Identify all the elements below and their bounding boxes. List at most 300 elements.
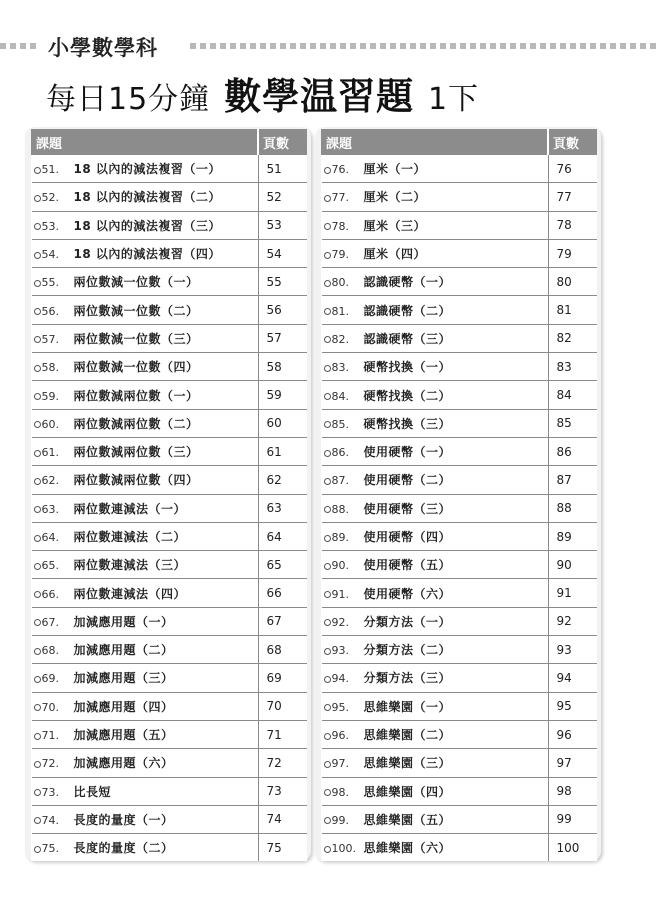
table-row xyxy=(322,494,597,522)
lesson-topic: 硬幣找換（三） xyxy=(363,416,452,431)
page-number: 93 xyxy=(548,636,597,664)
lesson-topic: 思維樂園（五） xyxy=(363,812,452,827)
column-header-page: 頁數 xyxy=(548,130,597,155)
contents-body-left xyxy=(32,155,307,862)
lesson-number-text: 61. xyxy=(41,446,59,460)
lesson-topic: 加減應用題（四） xyxy=(73,699,174,714)
topic-cell xyxy=(32,834,259,862)
dot xyxy=(590,43,596,49)
circle-bullet-icon xyxy=(34,393,41,400)
lesson-number xyxy=(34,276,74,289)
lesson-number xyxy=(34,361,74,374)
lesson-topic: 硬幣找換（二） xyxy=(363,388,452,403)
topic-cell xyxy=(322,805,549,833)
dot xyxy=(260,43,266,49)
lesson-topic: 厘米（三） xyxy=(363,218,427,233)
column-header-page: 頁數 xyxy=(258,130,307,155)
table-row xyxy=(322,579,597,607)
dot xyxy=(270,43,276,49)
topic-cell xyxy=(32,324,259,352)
lesson-number xyxy=(324,361,364,374)
lesson-number-text: 95. xyxy=(331,700,349,714)
table-row xyxy=(322,834,597,862)
lesson-number xyxy=(34,842,74,855)
lesson-number-text: 80. xyxy=(331,276,349,290)
lesson-number-text: 55. xyxy=(41,276,59,290)
dot xyxy=(580,43,586,49)
dot xyxy=(630,43,636,49)
lesson-topic: 加減應用題（一） xyxy=(73,614,174,629)
topic-cell xyxy=(32,268,259,296)
page-number: 75 xyxy=(258,834,307,862)
topic-cell xyxy=(32,579,259,607)
topic-cell xyxy=(32,636,259,664)
lesson-number xyxy=(34,163,74,176)
lesson-number xyxy=(34,786,74,799)
lesson-number xyxy=(324,333,364,346)
table-row xyxy=(32,664,307,692)
topic-cell xyxy=(322,494,549,522)
table-row xyxy=(32,494,307,522)
table-row xyxy=(32,296,307,324)
lesson-number-text: 66. xyxy=(41,587,59,601)
lesson-number-text: 59. xyxy=(41,389,59,403)
page-number: 72 xyxy=(258,749,307,777)
dot xyxy=(510,43,516,49)
circle-bullet-icon xyxy=(324,704,331,711)
table-row xyxy=(322,437,597,465)
circle-bullet-icon xyxy=(324,195,331,202)
dot xyxy=(280,43,286,49)
circle-bullet-icon xyxy=(34,535,41,542)
lesson-number-text: 51. xyxy=(41,163,59,177)
topic-cell xyxy=(32,409,259,437)
lesson-number xyxy=(34,503,74,516)
circle-bullet-icon xyxy=(34,252,41,259)
lesson-topic: 兩位數減一位數（三） xyxy=(73,331,199,346)
lesson-number-text: 87. xyxy=(331,474,349,488)
topic-cell xyxy=(322,834,549,862)
title-suffix: 1下 xyxy=(427,82,480,117)
page-number: 78 xyxy=(548,211,597,239)
circle-bullet-icon xyxy=(324,563,331,570)
circle-bullet-icon xyxy=(324,336,331,343)
circle-bullet-icon xyxy=(324,761,331,768)
topic-cell xyxy=(32,551,259,579)
table-row xyxy=(32,636,307,664)
page-number: 85 xyxy=(548,409,597,437)
circle-bullet-icon xyxy=(324,478,331,485)
lesson-number xyxy=(324,531,364,544)
circle-bullet-icon xyxy=(324,648,331,655)
table-row xyxy=(32,551,307,579)
lesson-number xyxy=(34,220,74,233)
lesson-number-text: 98. xyxy=(331,785,349,799)
topic-cell xyxy=(32,494,259,522)
lesson-number-text: 58. xyxy=(41,361,59,375)
lesson-number-text: 97. xyxy=(331,757,349,771)
page-number: 88 xyxy=(548,494,597,522)
page-number: 52 xyxy=(258,183,307,211)
table-row xyxy=(32,381,307,409)
page-number: 83 xyxy=(548,353,597,381)
dot xyxy=(290,43,296,49)
page-number: 81 xyxy=(548,296,597,324)
table-row xyxy=(322,466,597,494)
table-row xyxy=(322,296,597,324)
table-row xyxy=(32,183,307,211)
lesson-topic: 使用硬幣（四） xyxy=(363,530,452,544)
table-row xyxy=(32,805,307,833)
table-row xyxy=(322,409,597,437)
circle-bullet-icon xyxy=(34,478,41,485)
table-row xyxy=(322,664,597,692)
lesson-topic: 硬幣找換（一） xyxy=(363,360,452,375)
circle-bullet-icon xyxy=(324,223,331,230)
lesson-number-text: 79. xyxy=(331,248,349,262)
lesson-number xyxy=(324,390,364,403)
page-number: 91 xyxy=(548,579,597,607)
lesson-number xyxy=(34,757,74,770)
lesson-topic: 長度的量度（一） xyxy=(73,812,174,827)
page-number: 64 xyxy=(258,522,307,550)
page-number: 92 xyxy=(548,607,597,635)
table-row xyxy=(32,607,307,635)
page-number: 84 xyxy=(548,381,597,409)
topic-cell xyxy=(32,353,259,381)
contents-table-right xyxy=(321,129,597,861)
title-main: 數學温習題 xyxy=(224,75,415,118)
table-row xyxy=(32,579,307,607)
lesson-topic: 兩位數減兩位數（二） xyxy=(73,416,199,431)
topic-cell xyxy=(322,636,549,664)
lesson-number xyxy=(34,531,74,544)
circle-bullet-icon xyxy=(34,336,41,343)
dot xyxy=(570,43,576,49)
contents-table-left xyxy=(31,129,307,861)
lesson-topic: 兩位數減兩位數（四） xyxy=(73,473,199,488)
dot xyxy=(540,43,546,49)
dot xyxy=(320,43,326,49)
table-row xyxy=(32,777,307,805)
circle-bullet-icon xyxy=(34,450,41,457)
table-row xyxy=(322,268,597,296)
dot xyxy=(550,43,556,49)
lesson-number xyxy=(34,191,74,204)
page-number: 100 xyxy=(548,834,597,862)
circle-bullet-icon xyxy=(324,535,331,542)
page-number: 95 xyxy=(548,692,597,720)
dot xyxy=(310,43,316,49)
lesson-number xyxy=(324,220,364,233)
topic-cell xyxy=(32,692,259,720)
lesson-number-text: 62. xyxy=(41,474,59,488)
dot xyxy=(350,43,356,49)
circle-bullet-icon xyxy=(324,817,331,824)
circle-bullet-icon xyxy=(324,167,331,174)
topic-cell xyxy=(32,381,259,409)
lesson-number-text: 53. xyxy=(41,219,59,233)
lesson-number-text: 74. xyxy=(41,813,59,827)
table-row xyxy=(322,692,597,720)
topic-cell xyxy=(32,664,259,692)
lesson-number-text: 76. xyxy=(331,163,349,177)
lesson-number xyxy=(324,191,364,204)
table-row xyxy=(322,777,597,805)
lesson-topic: 使用硬幣（一） xyxy=(363,445,452,460)
lesson-topic: 兩位數減兩位數（三） xyxy=(73,445,199,460)
topic-cell xyxy=(32,607,259,635)
table-row xyxy=(32,437,307,465)
lesson-topic: 兩位數減一位數（四） xyxy=(73,360,199,375)
circle-bullet-icon xyxy=(34,761,41,768)
circle-bullet-icon xyxy=(324,789,331,796)
lesson-number xyxy=(324,842,364,855)
lesson-number-text: 69. xyxy=(41,672,59,686)
circle-bullet-icon xyxy=(324,733,331,740)
dot xyxy=(300,43,306,49)
circle-bullet-icon xyxy=(324,252,331,259)
dot xyxy=(230,43,236,49)
topic-cell xyxy=(322,522,549,550)
topic-cell xyxy=(32,296,259,324)
table-row xyxy=(322,353,597,381)
page-number: 56 xyxy=(258,296,307,324)
topic-cell xyxy=(322,664,549,692)
lesson-number-text: 70. xyxy=(41,700,59,714)
page-number: 82 xyxy=(548,324,597,352)
lesson-number xyxy=(324,757,364,770)
page-number: 98 xyxy=(548,777,597,805)
lesson-number xyxy=(34,616,74,629)
table-row xyxy=(322,551,597,579)
lesson-number-text: 64. xyxy=(41,531,59,544)
page-number: 53 xyxy=(258,211,307,239)
topic-cell xyxy=(322,211,549,239)
topic-cell xyxy=(322,551,549,579)
circle-bullet-icon xyxy=(324,393,331,400)
page-number: 70 xyxy=(258,692,307,720)
circle-bullet-icon xyxy=(34,648,41,655)
circle-bullet-icon xyxy=(34,167,41,174)
lesson-topic: 比長短 xyxy=(73,784,112,799)
lesson-topic: 認識硬幣（三） xyxy=(363,331,452,346)
contents-panel-left xyxy=(25,127,311,861)
lesson-number xyxy=(324,588,364,601)
circle-bullet-icon xyxy=(34,591,41,598)
page-number: 62 xyxy=(258,466,307,494)
dot xyxy=(470,43,476,49)
table-row xyxy=(322,720,597,748)
book-title xyxy=(46,66,479,120)
circle-bullet-icon xyxy=(34,223,41,230)
topic-cell xyxy=(322,324,549,352)
circle-bullet-icon xyxy=(34,789,41,796)
table-row xyxy=(32,409,307,437)
page-number: 77 xyxy=(548,183,597,211)
page-number: 76 xyxy=(548,155,597,183)
dot xyxy=(360,43,366,49)
dotted-rule-right xyxy=(190,43,660,49)
page-number: 94 xyxy=(548,664,597,692)
lesson-number-text: 84. xyxy=(331,389,349,403)
lesson-number-text: 75. xyxy=(41,842,59,856)
dot xyxy=(440,43,446,49)
lesson-number xyxy=(34,446,74,459)
lesson-topic: 兩位數連減法（一） xyxy=(73,501,187,516)
table-row xyxy=(32,749,307,777)
topic-cell xyxy=(32,720,259,748)
lesson-number-text: 56. xyxy=(41,304,59,318)
lesson-number xyxy=(34,588,74,601)
dot xyxy=(400,43,406,49)
lesson-number-text: 57. xyxy=(41,332,59,346)
column-header-topic: 課題 xyxy=(32,130,259,155)
lesson-topic: 兩位數連減法（四） xyxy=(73,586,187,601)
page-number: 63 xyxy=(258,494,307,522)
table-row xyxy=(32,692,307,720)
circle-bullet-icon xyxy=(34,308,41,315)
page-number: 65 xyxy=(258,551,307,579)
lesson-topic: 兩位數減兩位數（一） xyxy=(73,388,199,403)
lesson-number xyxy=(324,248,364,261)
page-number: 80 xyxy=(548,268,597,296)
dot xyxy=(210,43,216,49)
table-header-row xyxy=(322,130,597,155)
table-row xyxy=(322,324,597,352)
lesson-number xyxy=(34,701,74,714)
lesson-number xyxy=(34,644,74,657)
circle-bullet-icon xyxy=(34,704,41,711)
lesson-topic: 認識硬幣（二） xyxy=(363,303,452,318)
dot xyxy=(530,43,536,49)
table-row xyxy=(322,805,597,833)
topic-cell xyxy=(322,353,549,381)
lesson-number-text: 54. xyxy=(41,248,59,262)
page-header xyxy=(0,0,660,120)
lesson-number-text: 94. xyxy=(331,672,349,686)
lesson-number-text: 90. xyxy=(331,559,349,573)
page-number: 59 xyxy=(258,381,307,409)
lesson-number xyxy=(34,672,74,685)
dot xyxy=(200,43,206,49)
circle-bullet-icon xyxy=(34,506,41,513)
dot xyxy=(600,43,606,49)
lesson-number-text: 78. xyxy=(331,219,349,233)
page-number: 99 xyxy=(548,805,597,833)
table-row xyxy=(322,211,597,239)
lesson-number xyxy=(324,616,364,629)
lesson-number-text: 68. xyxy=(41,644,59,658)
lesson-number-text: 81. xyxy=(331,304,349,318)
lesson-number-text: 83. xyxy=(331,361,349,375)
topic-cell xyxy=(32,437,259,465)
table-row xyxy=(322,607,597,635)
lesson-topic: 使用硬幣（六） xyxy=(363,586,452,601)
topic-cell xyxy=(322,155,549,183)
page-number: 67 xyxy=(258,607,307,635)
lesson-number-text: 63. xyxy=(41,502,59,516)
page-number: 90 xyxy=(548,551,597,579)
dot xyxy=(650,43,656,49)
table-row xyxy=(322,749,597,777)
lesson-number xyxy=(34,559,74,572)
lesson-number xyxy=(324,701,364,714)
series-subtitle: 小學數學科 xyxy=(48,36,158,60)
topic-cell xyxy=(322,692,549,720)
circle-bullet-icon xyxy=(34,817,41,824)
circle-bullet-icon xyxy=(34,421,41,428)
page-number: 86 xyxy=(548,437,597,465)
topic-cell xyxy=(322,720,549,748)
lesson-topic: 18 以內的減法複習（一） xyxy=(73,162,221,177)
topic-cell xyxy=(322,749,549,777)
lesson-topic: 使用硬幣（五） xyxy=(363,558,452,573)
lesson-number-text: 60. xyxy=(41,417,59,431)
topic-cell xyxy=(322,777,549,805)
dot xyxy=(490,43,496,49)
lesson-number-text: 91. xyxy=(331,587,349,601)
lesson-number xyxy=(34,418,74,431)
page-number: 89 xyxy=(548,522,597,550)
table-row xyxy=(32,834,307,862)
page-number: 79 xyxy=(548,239,597,267)
dotted-rule-left xyxy=(0,43,44,49)
lesson-number xyxy=(324,814,364,827)
topic-cell xyxy=(322,381,549,409)
topic-cell xyxy=(32,466,259,494)
page-number: 74 xyxy=(258,805,307,833)
lesson-topic: 厘米（四） xyxy=(363,247,427,262)
lesson-topic: 使用硬幣（三） xyxy=(363,501,452,516)
circle-bullet-icon xyxy=(324,365,331,372)
dot xyxy=(610,43,616,49)
lesson-number xyxy=(324,786,364,799)
lesson-topic: 兩位數連減法（三） xyxy=(73,558,187,573)
table-row xyxy=(32,353,307,381)
lesson-number-text: 73. xyxy=(41,785,59,799)
lesson-number xyxy=(324,276,364,289)
lesson-topic: 長度的量度（二） xyxy=(73,841,174,856)
dot xyxy=(500,43,506,49)
dot xyxy=(640,43,646,49)
lesson-number xyxy=(324,559,364,572)
column-header-topic: 課題 xyxy=(322,130,549,155)
table-row xyxy=(32,720,307,748)
topic-cell xyxy=(32,239,259,267)
lesson-number xyxy=(324,446,364,459)
dot xyxy=(450,43,456,49)
table-row xyxy=(322,381,597,409)
topic-cell xyxy=(32,805,259,833)
lesson-number-text: 67. xyxy=(41,615,59,629)
dot xyxy=(430,43,436,49)
dot xyxy=(220,43,226,49)
circle-bullet-icon xyxy=(34,846,41,853)
circle-bullet-icon xyxy=(324,846,331,853)
topic-cell xyxy=(322,239,549,267)
page-number: 60 xyxy=(258,409,307,437)
dot xyxy=(520,43,526,49)
topic-cell xyxy=(322,409,549,437)
lesson-number xyxy=(324,474,364,487)
topic-cell xyxy=(322,183,549,211)
dot xyxy=(620,43,626,49)
page-number: 61 xyxy=(258,437,307,465)
circle-bullet-icon xyxy=(324,619,331,626)
lesson-number xyxy=(34,248,74,261)
contents-panel-right xyxy=(315,127,601,861)
